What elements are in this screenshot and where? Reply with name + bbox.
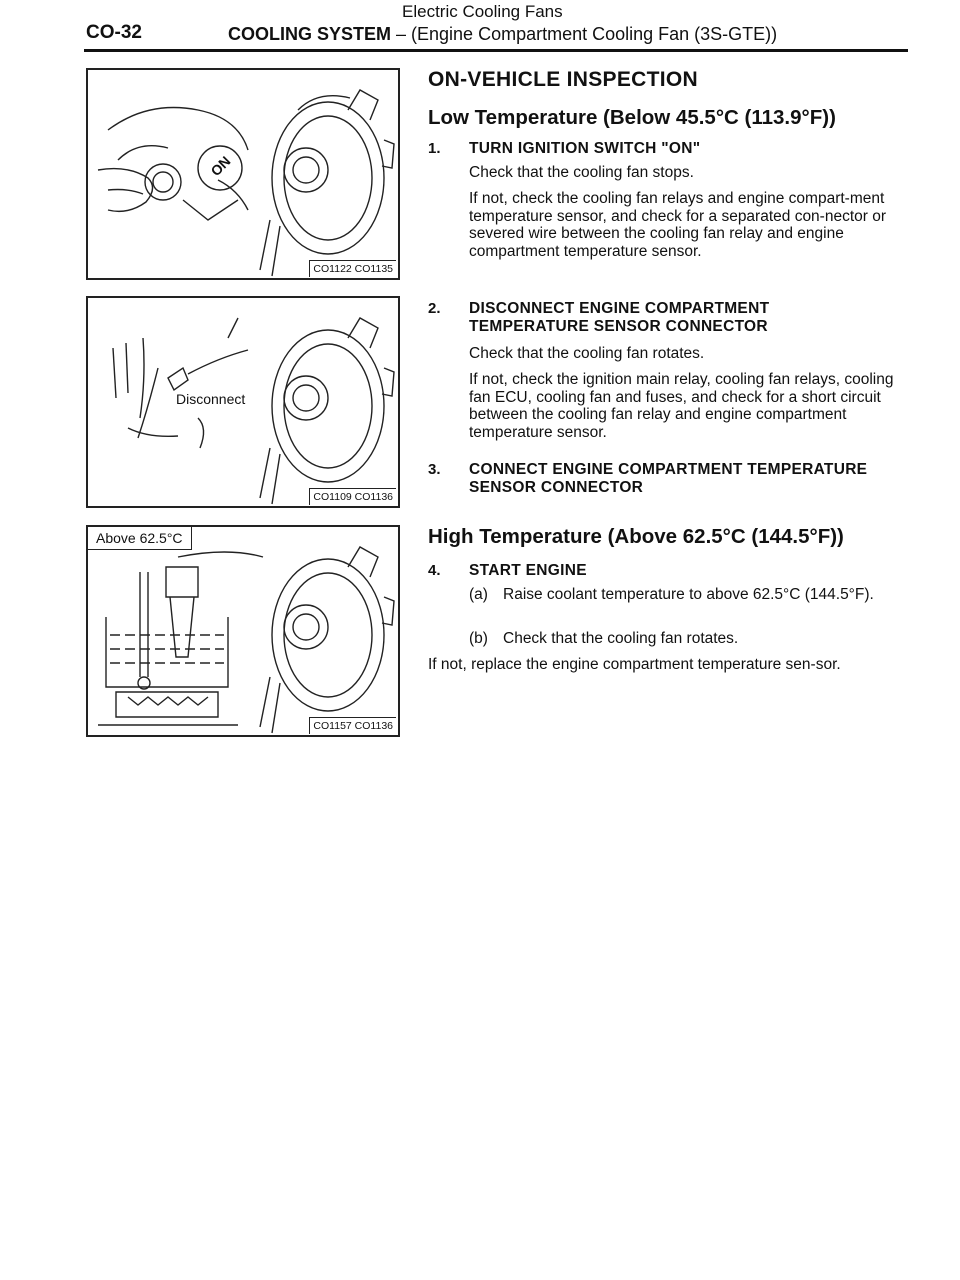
section-subtitle: Electric Cooling Fans	[402, 2, 563, 21]
low-temperature-heading: Low Temperature (Below 45.5°C (113.9°F))	[428, 106, 836, 129]
section-heading: ON-VEHICLE INSPECTION	[428, 68, 698, 91]
step-1	[428, 140, 908, 270]
step-number: 3.	[428, 461, 441, 478]
ignition-key-fan-illustration	[88, 70, 400, 280]
step-text: If not, replace the engine compartment temperature sen-sor.	[428, 656, 841, 673]
step-text: Check that the cooling fan rotates.	[469, 345, 705, 362]
page-code: CO-32	[86, 22, 142, 43]
section-title-rest: – (Engine Compartment Cooling Fan (3S-GTE))	[391, 24, 778, 44]
step-heading: DISCONNECT ENGINE COMPARTMENT TEMPERATURE SENSOR CONNECTOR	[469, 300, 770, 335]
figure-code: CO1109 CO1136	[309, 488, 396, 505]
sub-step-a	[469, 586, 909, 622]
step-2	[428, 300, 908, 450]
step-text: Check that the cooling fan stops.	[469, 164, 694, 181]
header-rule	[84, 49, 908, 52]
above-temp-label: Above 62.5°C	[88, 527, 192, 550]
section-title-bold: COOLING SYSTEM	[228, 24, 392, 44]
step-heading: CONNECT ENGINE COMPARTMENT TEMPERATURE SENSOR CONNECTOR	[469, 461, 868, 496]
sub-step-text: Raise coolant temperature to above 62.5°C (144.5°F).	[503, 586, 874, 603]
figure-code: CO1157 CO1136	[309, 717, 396, 734]
on-badge: ON	[207, 152, 234, 180]
sub-step-text: Check that the cooling fan rotates.	[503, 630, 739, 647]
figure-ignition-switch	[86, 68, 400, 280]
step-heading: TURN IGNITION SWITCH "ON"	[469, 140, 701, 157]
sub-step-b	[469, 630, 909, 648]
step-number: 4.	[428, 562, 441, 579]
heated-sensor-fan-illustration	[88, 527, 400, 737]
figure-disconnect	[86, 296, 400, 508]
step-4	[428, 562, 908, 702]
sub-step-label: (a)	[469, 586, 488, 603]
step-text: If not, check the cooling fan relays and engine compart-ment temperature sensor, and check for a separated con-nector or severed wire between the cooling fan relay and engine compartment temperature sensor.	[469, 190, 887, 260]
disconnect-label: Disconnect	[176, 391, 246, 407]
figure-heated-sensor	[86, 525, 400, 737]
step-number: 1.	[428, 140, 441, 157]
figure-code: CO1122 CO1135	[309, 260, 396, 277]
step-number: 2.	[428, 300, 441, 317]
high-temperature-heading: High Temperature (Above 62.5°C (144.5°F))	[428, 525, 844, 548]
step-heading: START ENGINE	[469, 562, 587, 579]
step-3	[428, 461, 908, 501]
section-title	[228, 24, 777, 45]
sub-step-label: (b)	[469, 630, 488, 647]
step-text: If not, check the ignition main relay, cooling fan relays, cooling fan ECU, cooling fan and fuses, and check for a short circuit between the cooling fan relay and engine compartment temperature sensor.	[469, 371, 894, 441]
